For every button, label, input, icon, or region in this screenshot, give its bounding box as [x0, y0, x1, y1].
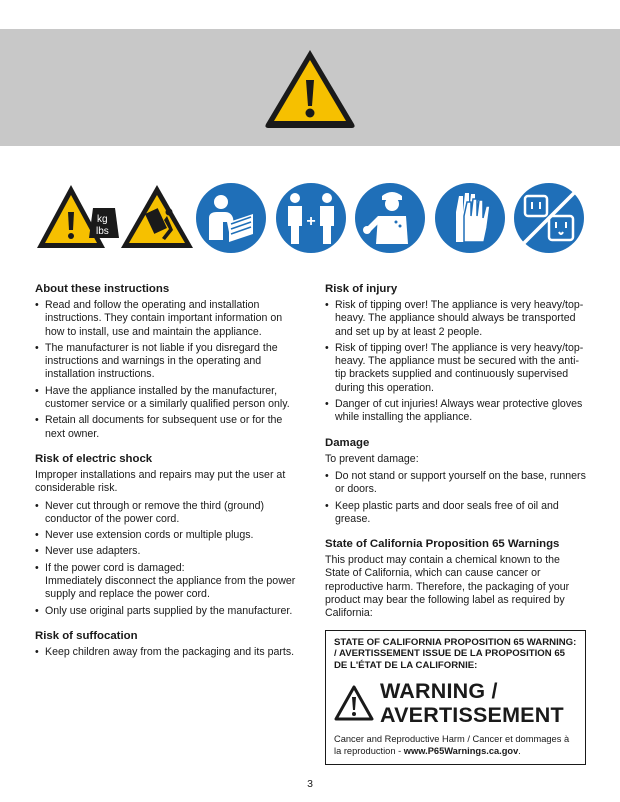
injury-section [325, 282, 587, 425]
list-item-line: If the power cord is damaged: [45, 561, 185, 574]
electric-shock-intro: Improper installations and repairs may put the user at considerable risk. [35, 468, 286, 495]
list-item: • Keep plastic parts and door seals free of oil and grease. [325, 500, 587, 527]
list-item: • Danger of cut injuries! Always wear protective gloves while installing the appliance. [325, 398, 587, 425]
list-item [35, 562, 297, 602]
prop65-box-heading: STATE OF CALIFORNIA PROPOSITION 65 WARNING: / AVERTISSEMENT ISSUE DE LA PROPOSITION 65 DE L'ÉTAT DE LA CALIFORNIE: [334, 636, 577, 671]
list-item: • Retain all documents for subsequent use or for the next owner. [35, 414, 297, 441]
list-item: • Risk of tipping over! The appliance is very heavy/top-heavy. The appliance must be secured with the anti-tip brackets supplied and continuously supervised during this operation. [325, 342, 587, 395]
prop65-intro: This product may contain a chemical known to the State of California, which can cause cancer or reproductive harm. Therefore, the packaging of your product may bear the following label as required by California: [325, 554, 570, 620]
list-item: • Have the appliance installed by the manufacturer, customer service or a similarly qualified person only. [35, 385, 297, 412]
list-item: • Never cut through or remove the third (ground) conductor of the power cord. [35, 500, 297, 527]
warning-line-1: WARNING / [380, 679, 498, 704]
damage-intro: To prevent damage: [325, 452, 419, 465]
plus-sign: + [306, 213, 316, 230]
warning-line-2: AVERTISSEMENT [380, 703, 564, 728]
list-item: • Risk of tipping over! The appliance is very heavy/top-heavy. The appliance should always be transported and set up by at least 2 people. [325, 299, 587, 339]
right-column [325, 282, 587, 776]
left-column [35, 282, 297, 670]
page-number: 3 [307, 778, 313, 790]
protective-gloves-icon [434, 182, 506, 254]
damage-list [325, 470, 587, 526]
list-item-line: Immediately disconnect the appliance from the power supply and replace the power cord. [45, 575, 296, 601]
warning-triangle-icon [262, 46, 358, 130]
weight-label-lbs: lbs [96, 226, 109, 237]
suffocation-list [35, 646, 297, 659]
damage-heading: Damage [325, 436, 370, 449]
list-item: • Do not stand or support yourself on the base, runners or doors. [325, 470, 587, 497]
about-heading: About these instructions [35, 283, 170, 295]
suffocation-section [35, 629, 297, 659]
list-item: • Only use original parts supplied by the manufacturer. [35, 605, 297, 618]
prop65-footer-end: . [518, 746, 521, 757]
weight-label-kg: kg [97, 214, 108, 225]
prop65-section [325, 537, 587, 765]
prop65-heading: State of California Proposition 65 Warnings [325, 538, 560, 551]
prop65-footer [334, 733, 577, 757]
no-adapter-icon [513, 182, 585, 254]
prop65-warning-label [325, 630, 586, 766]
heavy-weight-warning-icon [35, 182, 121, 252]
about-section [35, 282, 297, 441]
read-manual-icon [195, 182, 267, 254]
damage-section [325, 436, 587, 526]
suffocation-heading: Risk of suffocation [35, 629, 138, 642]
list-item: • Never use extension cords or multiple plugs. [35, 529, 297, 542]
safety-icon-row [35, 182, 595, 254]
prop65-warning-row [334, 679, 577, 727]
electric-shock-heading: Risk of electric shock [35, 452, 153, 465]
electric-shock-section [35, 452, 297, 618]
tipping-over-warning-icon [119, 182, 195, 252]
list-item: • The manufacturer is not liable if you disregard the instructions and warnings in the operating and installation instructions. [35, 342, 297, 382]
qualified-technician-icon [354, 182, 426, 254]
about-list [35, 299, 297, 441]
prop65-website-link[interactable]: www.P65Warnings.ca.gov [403, 746, 519, 757]
injury-heading: Risk of injury [325, 283, 398, 295]
two-person-lift-icon [275, 182, 347, 254]
electric-shock-list [35, 500, 297, 618]
warning-outline-icon [334, 685, 374, 721]
list-item: • Read and follow the operating and installation instructions. They contain important information on how to install, use and maintain the appliance. [35, 299, 297, 339]
prop65-footer-text: Cancer and Reproductive Harm / Cancer et dommages à la reproduction - [334, 734, 570, 757]
injury-list [325, 299, 587, 425]
list-item: • Never use adapters. [35, 545, 297, 558]
warning-banner [0, 29, 620, 146]
prop65-warning-title [380, 679, 564, 727]
list-item: • Keep children away from the packaging and its parts. [35, 646, 297, 659]
